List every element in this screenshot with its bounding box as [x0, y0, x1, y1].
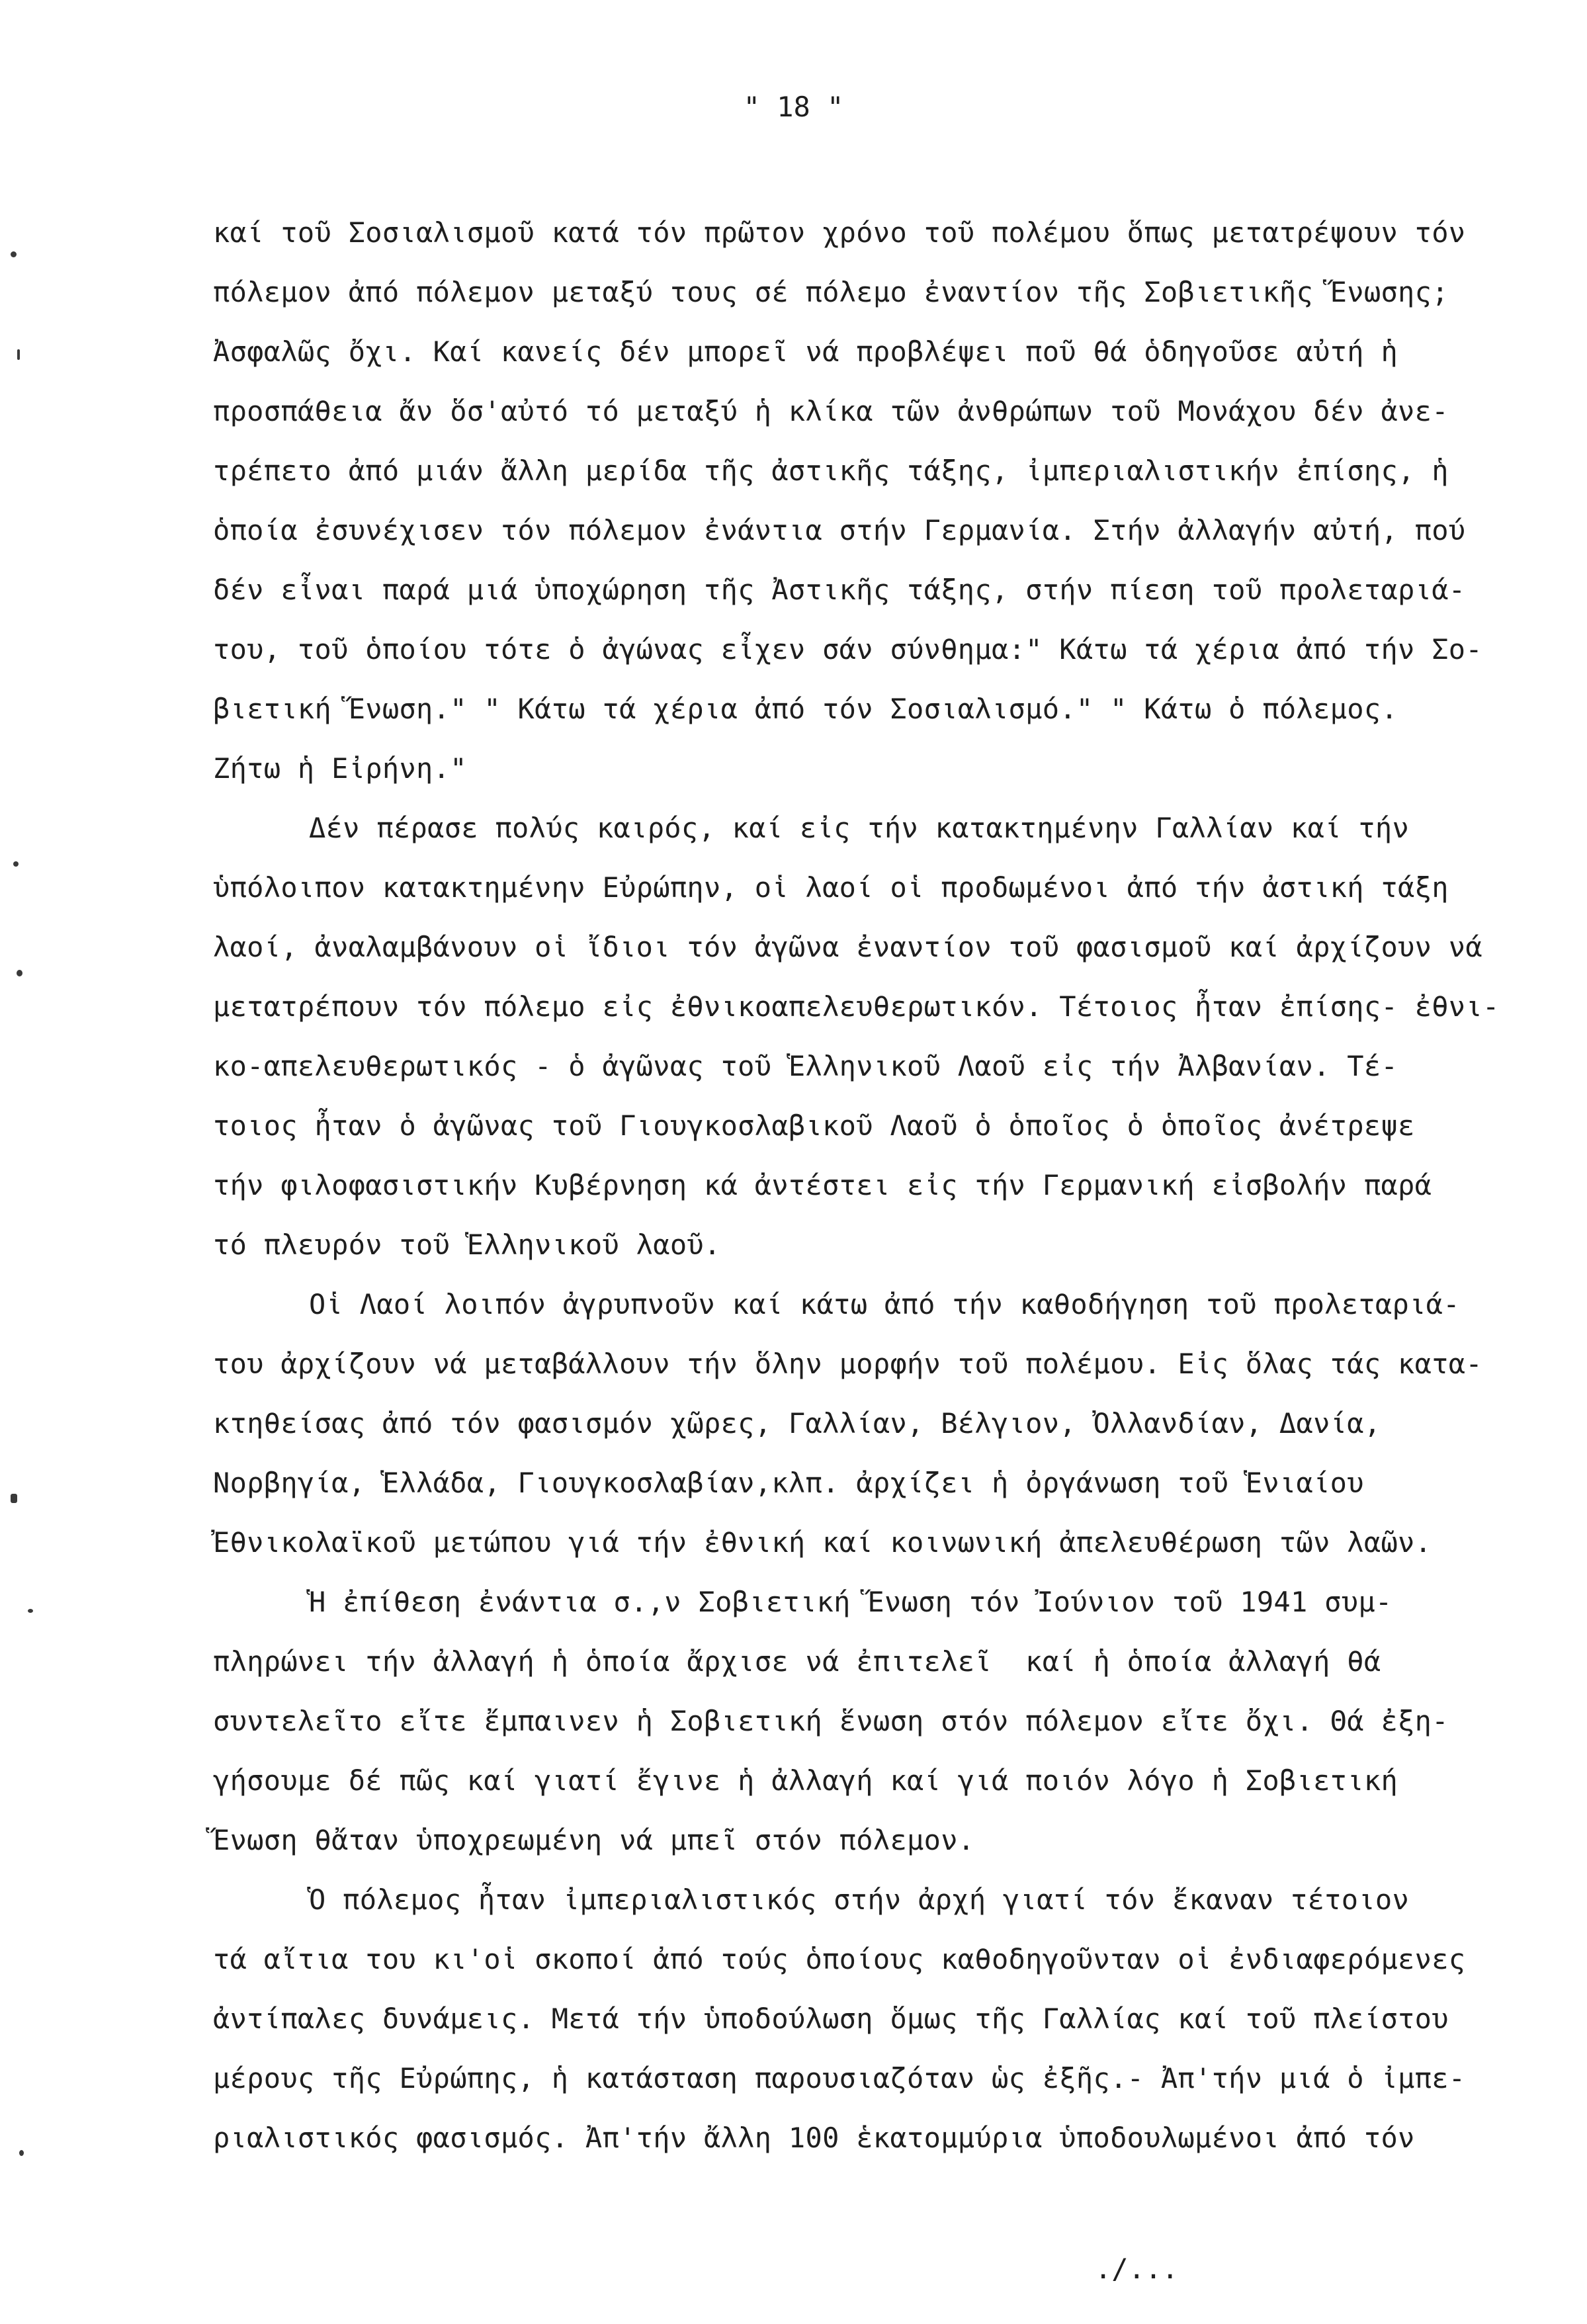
text-line: βιετική Ἕνωση." " Κάτω τά χέρια ἀπό τόν Σοσιαλισμό." " Κάτω ὁ πόλεμος. — [213, 693, 1398, 725]
text-line: Νορβηγία, Ἑλλάδα, Γιουγκοσλαβίαν,κλπ. ἀρχίζει ἡ ὀργάνωση τοῦ Ἑνιαίου — [213, 1467, 1364, 1499]
text-line: μέρους τῆς Εὐρώπης, ἡ κατάσταση παρουσιαζόταν ὡς ἐξῆς.- Ἀπ'τήν μιά ὁ ἰμπε- — [213, 2062, 1466, 2094]
paragraph — [213, 1870, 1563, 2168]
text-line: πληρώνει τήν ἀλλαγή ἡ ὁποία ἄρχισε νά ἐπιτελεῖ καί ἡ ὁποία ἀλλαγή θά — [213, 1645, 1381, 1678]
text-line: κο-απελευθερωτικός - ὁ ἀγῶνας τοῦ Ἑλληνικοῦ Λαοῦ εἰς τήν Ἀλβανίαν. Τέ- — [213, 1050, 1398, 1082]
text-line: ριαλιστικός φασισμός. Ἀπ'τήν ἄλλη 100 ἑκατομμύρια ὑποδουλωμένοι ἀπό τόν — [213, 2122, 1415, 2154]
text-line: του ἀρχίζουν νά μεταβάλλουν τήν ὅλην μορφήν τοῦ πολέμου. Εἰς ὅλας τάς κατα- — [213, 1348, 1482, 1380]
text-line: Ἕνωση θἄταν ὑποχρεωμένη νά μπεῖ στόν πόλεμον. — [213, 1824, 975, 1856]
text-line: ὁποία ἐσυνέχισεν τόν πόλεμον ἐνάντια στήν Γερμανία. Στήν ἀλλαγήν αὐτή, πού — [213, 514, 1466, 546]
text-line: κτηθείσας ἀπό τόν φασισμόν χῶρες, Γαλλίαν, Βέλγιον, Ὀλλανδίαν, Δανία, — [213, 1407, 1381, 1440]
margin-mark — [28, 1609, 33, 1613]
text-line: Δέν πέρασε πολύς καιρός, καί εἰς τήν κατακτημένην Γαλλίαν καί τήν — [309, 812, 1410, 844]
margin-mark — [19, 2150, 24, 2156]
text-line: μετατρέπουν τόν πόλεμο εἰς ἐθνικοαπελευθερωτικόν. Τέτοιος ἦταν ἐπίσης- ἐθνι- — [213, 990, 1500, 1023]
text-line: ἀντίπαλες δυνάμεις. Μετά τήν ὑποδούλωση ὅμως τῆς Γαλλίας καί τοῦ πλείστου — [213, 2002, 1449, 2035]
text-line: λαοί, ἀναλαμβάνουν οἱ ἴδιοι τόν ἀγῶνα ἐναντίον τοῦ φασισμοῦ καί ἀρχίζουν νά — [213, 931, 1482, 963]
text-line: καί τοῦ Σοσιαλισμοῦ κατά τόν πρῶτον χρόνο τοῦ πολέμου ὅπως μετατρέψουν τόν — [213, 216, 1466, 249]
document-body — [213, 203, 1563, 2168]
text-line: τήν φιλοφασιστικήν Κυβέρνηση κά ἀντέστει εἰς τήν Γερμανική εἰσβολήν παρά — [213, 1169, 1432, 1201]
text-line: συντελεῖτο εἴτε ἔμπαινεν ἡ Σοβιετική ἕνωση στόν πόλεμον εἴτε ὄχι. Θά ἐξη- — [213, 1705, 1449, 1737]
page-number: " 18 " — [743, 91, 844, 123]
text-line: τά αἴτια του κι'οἱ σκοποί ἀπό τούς ὁποίους καθοδηγοῦνταν οἱ ἐνδιαφερόμενες — [213, 1943, 1466, 1975]
text-line: γήσουμε δέ πῶς καί γιατί ἔγινε ἡ ἀλλαγή καί γιά ποιόν λόγο ἡ Σοβιετική — [213, 1764, 1398, 1797]
text-line: τό πλευρόν τοῦ Ἑλληνικοῦ λαοῦ. — [213, 1228, 721, 1261]
text-line: πόλεμον ἀπό πόλεμον μεταξύ τους σέ πόλεμο ἐναντίον τῆς Σοβιετικῆς Ἕνωσης; — [213, 276, 1449, 308]
text-line: Ἀσφαλῶς ὄχι. Καί κανείς δέν μπορεῖ νά προβλέψει ποῦ θά ὁδηγοῦσε αὐτή ἡ — [213, 335, 1398, 368]
text-line: τρέπετο ἀπό μιάν ἄλλη μερίδα τῆς ἀστικῆς τάξης, ἰμπεριαλιστικήν ἐπίσης, ἡ — [213, 454, 1449, 487]
text-line: δέν εἶναι παρά μιά ὑποχώρηση τῆς Ἀστικῆς τάξης, στήν πίεση τοῦ προλεταριά- — [213, 574, 1466, 606]
margin-mark — [17, 970, 22, 976]
margin-mark — [17, 349, 20, 360]
paragraph — [213, 1572, 1563, 1870]
margin-mark — [13, 861, 19, 867]
text-line: προσπάθεια ἄν ὅσ'αὐτό τό μεταξύ ἡ κλίκα τῶν ἀνθρώπων τοῦ Μονάχου δέν ἀνε- — [213, 395, 1449, 427]
margin-mark — [11, 251, 17, 257]
text-line: του, τοῦ ὁποίου τότε ὁ ἀγώνας εἶχεν σάν σύνθημα:" Κάτω τά χέρια ἀπό τήν Σο- — [213, 633, 1482, 666]
paragraph — [213, 203, 1563, 798]
text-line: ὑπόλοιπον κατακτημένην Εὐρώπην, οἱ λαοί οἱ προδωμένοι ἀπό τήν ἀστική τάξη — [213, 871, 1449, 904]
text-line: τοιος ἦταν ὁ ἀγῶνας τοῦ Γιουγκοσλαβικοῦ Λαοῦ ὁ ὁποῖος ὁ ὁποῖος ἀνέτρεψε — [213, 1109, 1415, 1142]
text-line: Ἐθνικολαϊκοῦ μετώπου γιά τήν ἐθνική καί κοινωνική ἀπελευθέρωση τῶν λαῶν. — [213, 1526, 1432, 1559]
continuation-mark: ./... — [1095, 2253, 1179, 2285]
margin-mark — [11, 1494, 17, 1503]
paragraph — [213, 798, 1563, 1275]
text-line: Οἱ Λαοί λοιπόν ἀγρυπνοῦν καί κάτω ἀπό τήν καθοδήγηση τοῦ προλεταριά- — [309, 1288, 1460, 1320]
text-line: Ἡ ἐπίθεση ἐνάντια σ.,ν Σοβιετική Ἕνωση τόν Ἰούνιον τοῦ 1941 συμ- — [309, 1586, 1393, 1618]
paragraph — [213, 1275, 1563, 1572]
text-line: Ζήτω ἡ Εἰρήνη." — [213, 752, 467, 785]
text-line: Ὁ πόλεμος ἦταν ἰμπεριαλιστικός στήν ἀρχή γιατί τόν ἔκαναν τέτοιον — [309, 1883, 1410, 1916]
